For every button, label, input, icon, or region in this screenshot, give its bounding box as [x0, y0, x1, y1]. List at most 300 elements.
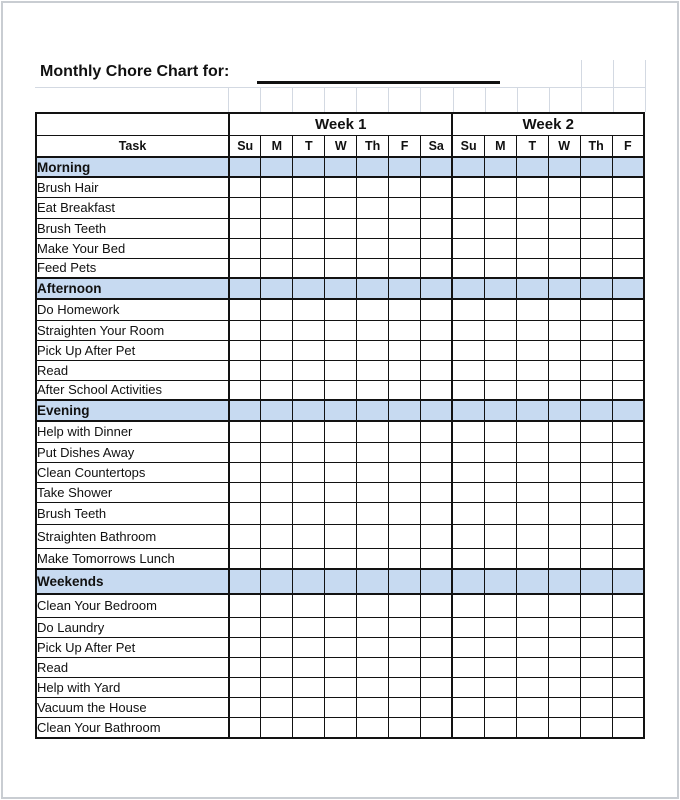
check-cell-w1-f[interactable] — [389, 697, 421, 717]
check-cell-w1-th[interactable] — [357, 548, 389, 569]
check-cell-w2-t[interactable] — [516, 340, 548, 360]
check-cell-w2-th[interactable] — [580, 524, 612, 548]
check-cell-w2-th[interactable] — [580, 548, 612, 569]
check-cell-w1-f[interactable] — [389, 524, 421, 548]
check-cell-w2-w[interactable] — [548, 697, 580, 717]
check-cell-w2-su[interactable] — [452, 462, 484, 482]
check-cell-w2-m[interactable] — [484, 442, 516, 462]
check-cell-w2-f[interactable] — [612, 524, 644, 548]
check-cell-w2-f[interactable] — [612, 320, 644, 340]
check-cell-w2-m[interactable] — [484, 320, 516, 340]
check-cell-w2-t[interactable] — [516, 548, 548, 569]
check-cell-w2-m[interactable] — [484, 677, 516, 697]
check-cell-w2-w[interactable] — [548, 360, 580, 380]
check-cell-w1-t[interactable] — [293, 218, 325, 238]
check-cell-w1-f[interactable] — [389, 677, 421, 697]
check-cell-w2-th[interactable] — [580, 657, 612, 677]
check-cell-w2-m[interactable] — [484, 340, 516, 360]
check-cell-w2-t[interactable] — [516, 524, 548, 548]
check-cell-w2-su[interactable] — [452, 594, 484, 617]
check-cell-w1-m[interactable] — [261, 677, 293, 697]
check-cell-w1-t[interactable] — [293, 524, 325, 548]
check-cell-w2-th[interactable] — [580, 637, 612, 657]
check-cell-w1-f[interactable] — [389, 442, 421, 462]
check-cell-w1-f[interactable] — [389, 594, 421, 617]
check-cell-w1-th[interactable] — [357, 442, 389, 462]
check-cell-w1-th[interactable] — [357, 197, 389, 218]
check-cell-w2-f[interactable] — [612, 637, 644, 657]
check-cell-w1-w[interactable] — [325, 462, 357, 482]
check-cell-w1-t[interactable] — [293, 177, 325, 197]
check-cell-w2-su[interactable] — [452, 340, 484, 360]
check-cell-w2-m[interactable] — [484, 421, 516, 442]
check-cell-w1-w[interactable] — [325, 677, 357, 697]
check-cell-w2-m[interactable] — [484, 524, 516, 548]
check-cell-w1-t[interactable] — [293, 677, 325, 697]
check-cell-w1-th[interactable] — [357, 380, 389, 400]
check-cell-w1-su[interactable] — [229, 442, 261, 462]
check-cell-w1-th[interactable] — [357, 697, 389, 717]
check-cell-w2-t[interactable] — [516, 218, 548, 238]
check-cell-w2-m[interactable] — [484, 218, 516, 238]
check-cell-w2-m[interactable] — [484, 177, 516, 197]
check-cell-w2-m[interactable] — [484, 594, 516, 617]
check-cell-w2-f[interactable] — [612, 502, 644, 524]
check-cell-w2-t[interactable] — [516, 320, 548, 340]
check-cell-w1-m[interactable] — [261, 657, 293, 677]
check-cell-w2-w[interactable] — [548, 258, 580, 278]
check-cell-w1-su[interactable] — [229, 380, 261, 400]
check-cell-w1-m[interactable] — [261, 617, 293, 637]
check-cell-w1-sa[interactable] — [421, 617, 453, 637]
check-cell-w2-t[interactable] — [516, 462, 548, 482]
check-cell-w1-t[interactable] — [293, 637, 325, 657]
check-cell-w1-t[interactable] — [293, 340, 325, 360]
check-cell-w1-su[interactable] — [229, 524, 261, 548]
check-cell-w1-su[interactable] — [229, 594, 261, 617]
check-cell-w2-t[interactable] — [516, 238, 548, 258]
check-cell-w2-w[interactable] — [548, 197, 580, 218]
check-cell-w1-m[interactable] — [261, 524, 293, 548]
check-cell-w1-m[interactable] — [261, 320, 293, 340]
check-cell-w2-f[interactable] — [612, 340, 644, 360]
check-cell-w2-t[interactable] — [516, 197, 548, 218]
check-cell-w1-th[interactable] — [357, 617, 389, 637]
check-cell-w2-t[interactable] — [516, 360, 548, 380]
check-cell-w1-w[interactable] — [325, 617, 357, 637]
check-cell-w2-m[interactable] — [484, 637, 516, 657]
check-cell-w1-m[interactable] — [261, 177, 293, 197]
check-cell-w2-w[interactable] — [548, 340, 580, 360]
check-cell-w2-w[interactable] — [548, 218, 580, 238]
check-cell-w1-f[interactable] — [389, 380, 421, 400]
check-cell-w2-su[interactable] — [452, 380, 484, 400]
check-cell-w2-m[interactable] — [484, 380, 516, 400]
check-cell-w2-su[interactable] — [452, 657, 484, 677]
check-cell-w1-t[interactable] — [293, 421, 325, 442]
check-cell-w2-su[interactable] — [452, 299, 484, 320]
check-cell-w2-m[interactable] — [484, 258, 516, 278]
check-cell-w2-w[interactable] — [548, 502, 580, 524]
check-cell-w1-m[interactable] — [261, 218, 293, 238]
check-cell-w1-sa[interactable] — [421, 380, 453, 400]
check-cell-w2-f[interactable] — [612, 548, 644, 569]
check-cell-w1-sa[interactable] — [421, 320, 453, 340]
check-cell-w1-f[interactable] — [389, 462, 421, 482]
check-cell-w2-w[interactable] — [548, 462, 580, 482]
check-cell-w2-t[interactable] — [516, 177, 548, 197]
check-cell-w2-th[interactable] — [580, 617, 612, 637]
check-cell-w1-th[interactable] — [357, 177, 389, 197]
check-cell-w1-t[interactable] — [293, 197, 325, 218]
check-cell-w2-t[interactable] — [516, 617, 548, 637]
check-cell-w1-f[interactable] — [389, 617, 421, 637]
check-cell-w1-sa[interactable] — [421, 482, 453, 502]
check-cell-w2-th[interactable] — [580, 320, 612, 340]
check-cell-w1-su[interactable] — [229, 502, 261, 524]
check-cell-w1-th[interactable] — [357, 482, 389, 502]
check-cell-w1-su[interactable] — [229, 360, 261, 380]
check-cell-w1-th[interactable] — [357, 462, 389, 482]
check-cell-w1-su[interactable] — [229, 238, 261, 258]
check-cell-w1-t[interactable] — [293, 299, 325, 320]
check-cell-w2-su[interactable] — [452, 677, 484, 697]
check-cell-w1-t[interactable] — [293, 657, 325, 677]
check-cell-w2-f[interactable] — [612, 299, 644, 320]
check-cell-w2-t[interactable] — [516, 697, 548, 717]
check-cell-w2-su[interactable] — [452, 320, 484, 340]
check-cell-w1-t[interactable] — [293, 617, 325, 637]
check-cell-w1-w[interactable] — [325, 238, 357, 258]
check-cell-w1-su[interactable] — [229, 218, 261, 238]
check-cell-w2-th[interactable] — [580, 442, 612, 462]
check-cell-w1-f[interactable] — [389, 421, 421, 442]
check-cell-w1-w[interactable] — [325, 320, 357, 340]
check-cell-w2-th[interactable] — [580, 717, 612, 738]
check-cell-w1-w[interactable] — [325, 340, 357, 360]
check-cell-w1-f[interactable] — [389, 299, 421, 320]
check-cell-w1-sa[interactable] — [421, 258, 453, 278]
check-cell-w2-th[interactable] — [580, 258, 612, 278]
check-cell-w2-m[interactable] — [484, 360, 516, 380]
check-cell-w2-f[interactable] — [612, 594, 644, 617]
check-cell-w1-w[interactable] — [325, 482, 357, 502]
check-cell-w2-w[interactable] — [548, 421, 580, 442]
check-cell-w1-m[interactable] — [261, 697, 293, 717]
check-cell-w2-f[interactable] — [612, 462, 644, 482]
check-cell-w2-m[interactable] — [484, 617, 516, 637]
check-cell-w2-w[interactable] — [548, 677, 580, 697]
check-cell-w1-f[interactable] — [389, 657, 421, 677]
check-cell-w1-th[interactable] — [357, 657, 389, 677]
check-cell-w1-f[interactable] — [389, 320, 421, 340]
check-cell-w2-th[interactable] — [580, 594, 612, 617]
check-cell-w1-sa[interactable] — [421, 218, 453, 238]
check-cell-w2-th[interactable] — [580, 677, 612, 697]
check-cell-w1-t[interactable] — [293, 360, 325, 380]
check-cell-w2-su[interactable] — [452, 238, 484, 258]
check-cell-w2-su[interactable] — [452, 177, 484, 197]
name-blank-line[interactable] — [257, 81, 500, 84]
check-cell-w2-f[interactable] — [612, 657, 644, 677]
check-cell-w2-t[interactable] — [516, 717, 548, 738]
check-cell-w2-f[interactable] — [612, 617, 644, 637]
check-cell-w2-w[interactable] — [548, 617, 580, 637]
check-cell-w1-f[interactable] — [389, 548, 421, 569]
check-cell-w1-sa[interactable] — [421, 548, 453, 569]
check-cell-w1-su[interactable] — [229, 697, 261, 717]
check-cell-w1-su[interactable] — [229, 320, 261, 340]
check-cell-w1-su[interactable] — [229, 617, 261, 637]
check-cell-w2-su[interactable] — [452, 421, 484, 442]
check-cell-w1-sa[interactable] — [421, 462, 453, 482]
check-cell-w2-w[interactable] — [548, 320, 580, 340]
check-cell-w2-m[interactable] — [484, 482, 516, 502]
check-cell-w1-w[interactable] — [325, 218, 357, 238]
check-cell-w1-f[interactable] — [389, 717, 421, 738]
check-cell-w1-w[interactable] — [325, 197, 357, 218]
check-cell-w2-m[interactable] — [484, 238, 516, 258]
check-cell-w2-w[interactable] — [548, 548, 580, 569]
check-cell-w1-w[interactable] — [325, 594, 357, 617]
check-cell-w1-w[interactable] — [325, 657, 357, 677]
check-cell-w1-t[interactable] — [293, 462, 325, 482]
check-cell-w1-th[interactable] — [357, 637, 389, 657]
check-cell-w2-t[interactable] — [516, 258, 548, 278]
check-cell-w2-th[interactable] — [580, 482, 612, 502]
check-cell-w1-sa[interactable] — [421, 677, 453, 697]
check-cell-w1-t[interactable] — [293, 238, 325, 258]
check-cell-w1-m[interactable] — [261, 238, 293, 258]
check-cell-w1-t[interactable] — [293, 320, 325, 340]
check-cell-w1-f[interactable] — [389, 238, 421, 258]
check-cell-w1-th[interactable] — [357, 360, 389, 380]
check-cell-w1-m[interactable] — [261, 502, 293, 524]
check-cell-w1-m[interactable] — [261, 380, 293, 400]
check-cell-w2-th[interactable] — [580, 462, 612, 482]
check-cell-w1-w[interactable] — [325, 502, 357, 524]
check-cell-w2-f[interactable] — [612, 717, 644, 738]
check-cell-w2-t[interactable] — [516, 442, 548, 462]
check-cell-w1-w[interactable] — [325, 442, 357, 462]
check-cell-w1-sa[interactable] — [421, 442, 453, 462]
check-cell-w2-m[interactable] — [484, 197, 516, 218]
check-cell-w2-su[interactable] — [452, 482, 484, 502]
check-cell-w2-f[interactable] — [612, 677, 644, 697]
check-cell-w2-th[interactable] — [580, 197, 612, 218]
check-cell-w1-su[interactable] — [229, 677, 261, 697]
check-cell-w1-su[interactable] — [229, 462, 261, 482]
check-cell-w1-t[interactable] — [293, 717, 325, 738]
check-cell-w2-w[interactable] — [548, 657, 580, 677]
check-cell-w2-t[interactable] — [516, 421, 548, 442]
check-cell-w1-sa[interactable] — [421, 177, 453, 197]
check-cell-w2-th[interactable] — [580, 238, 612, 258]
check-cell-w2-su[interactable] — [452, 502, 484, 524]
check-cell-w1-f[interactable] — [389, 177, 421, 197]
check-cell-w1-sa[interactable] — [421, 717, 453, 738]
check-cell-w1-th[interactable] — [357, 717, 389, 738]
check-cell-w1-m[interactable] — [261, 637, 293, 657]
check-cell-w1-su[interactable] — [229, 421, 261, 442]
check-cell-w1-t[interactable] — [293, 380, 325, 400]
check-cell-w1-w[interactable] — [325, 299, 357, 320]
check-cell-w1-su[interactable] — [229, 197, 261, 218]
check-cell-w1-m[interactable] — [261, 421, 293, 442]
check-cell-w1-f[interactable] — [389, 637, 421, 657]
check-cell-w1-t[interactable] — [293, 548, 325, 569]
check-cell-w1-sa[interactable] — [421, 657, 453, 677]
check-cell-w1-th[interactable] — [357, 421, 389, 442]
check-cell-w1-m[interactable] — [261, 197, 293, 218]
check-cell-w1-th[interactable] — [357, 299, 389, 320]
check-cell-w1-su[interactable] — [229, 548, 261, 569]
check-cell-w2-w[interactable] — [548, 594, 580, 617]
check-cell-w2-f[interactable] — [612, 177, 644, 197]
check-cell-w2-m[interactable] — [484, 657, 516, 677]
check-cell-w2-su[interactable] — [452, 218, 484, 238]
check-cell-w2-f[interactable] — [612, 258, 644, 278]
check-cell-w1-su[interactable] — [229, 177, 261, 197]
check-cell-w2-t[interactable] — [516, 594, 548, 617]
check-cell-w1-su[interactable] — [229, 637, 261, 657]
check-cell-w1-sa[interactable] — [421, 238, 453, 258]
check-cell-w2-su[interactable] — [452, 637, 484, 657]
check-cell-w1-w[interactable] — [325, 380, 357, 400]
check-cell-w2-m[interactable] — [484, 299, 516, 320]
check-cell-w1-m[interactable] — [261, 360, 293, 380]
check-cell-w2-su[interactable] — [452, 524, 484, 548]
check-cell-w2-t[interactable] — [516, 380, 548, 400]
check-cell-w1-th[interactable] — [357, 524, 389, 548]
check-cell-w1-sa[interactable] — [421, 594, 453, 617]
check-cell-w1-th[interactable] — [357, 320, 389, 340]
check-cell-w2-f[interactable] — [612, 442, 644, 462]
check-cell-w1-w[interactable] — [325, 548, 357, 569]
check-cell-w1-w[interactable] — [325, 177, 357, 197]
check-cell-w1-f[interactable] — [389, 502, 421, 524]
check-cell-w2-w[interactable] — [548, 442, 580, 462]
check-cell-w1-m[interactable] — [261, 258, 293, 278]
check-cell-w1-t[interactable] — [293, 482, 325, 502]
check-cell-w1-f[interactable] — [389, 482, 421, 502]
check-cell-w1-t[interactable] — [293, 594, 325, 617]
check-cell-w2-su[interactable] — [452, 697, 484, 717]
check-cell-w1-m[interactable] — [261, 340, 293, 360]
check-cell-w2-th[interactable] — [580, 340, 612, 360]
check-cell-w2-t[interactable] — [516, 502, 548, 524]
check-cell-w1-w[interactable] — [325, 637, 357, 657]
check-cell-w1-su[interactable] — [229, 258, 261, 278]
check-cell-w2-su[interactable] — [452, 442, 484, 462]
check-cell-w1-sa[interactable] — [421, 524, 453, 548]
check-cell-w1-th[interactable] — [357, 502, 389, 524]
check-cell-w2-w[interactable] — [548, 524, 580, 548]
check-cell-w1-sa[interactable] — [421, 197, 453, 218]
check-cell-w1-f[interactable] — [389, 340, 421, 360]
check-cell-w2-f[interactable] — [612, 421, 644, 442]
check-cell-w2-m[interactable] — [484, 502, 516, 524]
check-cell-w2-m[interactable] — [484, 697, 516, 717]
check-cell-w2-m[interactable] — [484, 462, 516, 482]
check-cell-w2-su[interactable] — [452, 197, 484, 218]
check-cell-w1-w[interactable] — [325, 717, 357, 738]
check-cell-w1-sa[interactable] — [421, 340, 453, 360]
check-cell-w2-th[interactable] — [580, 360, 612, 380]
check-cell-w1-w[interactable] — [325, 360, 357, 380]
check-cell-w2-w[interactable] — [548, 637, 580, 657]
check-cell-w2-su[interactable] — [452, 548, 484, 569]
check-cell-w2-th[interactable] — [580, 697, 612, 717]
check-cell-w1-sa[interactable] — [421, 299, 453, 320]
check-cell-w2-f[interactable] — [612, 197, 644, 218]
check-cell-w2-w[interactable] — [548, 238, 580, 258]
check-cell-w1-w[interactable] — [325, 524, 357, 548]
check-cell-w1-sa[interactable] — [421, 637, 453, 657]
check-cell-w2-t[interactable] — [516, 677, 548, 697]
check-cell-w1-f[interactable] — [389, 360, 421, 380]
check-cell-w1-sa[interactable] — [421, 360, 453, 380]
check-cell-w2-t[interactable] — [516, 482, 548, 502]
check-cell-w1-m[interactable] — [261, 299, 293, 320]
check-cell-w1-t[interactable] — [293, 502, 325, 524]
check-cell-w1-m[interactable] — [261, 548, 293, 569]
check-cell-w1-m[interactable] — [261, 717, 293, 738]
check-cell-w1-f[interactable] — [389, 258, 421, 278]
check-cell-w1-t[interactable] — [293, 442, 325, 462]
check-cell-w2-w[interactable] — [548, 482, 580, 502]
check-cell-w2-f[interactable] — [612, 380, 644, 400]
check-cell-w2-f[interactable] — [612, 218, 644, 238]
check-cell-w2-t[interactable] — [516, 657, 548, 677]
check-cell-w1-th[interactable] — [357, 238, 389, 258]
check-cell-w2-su[interactable] — [452, 717, 484, 738]
check-cell-w2-th[interactable] — [580, 502, 612, 524]
check-cell-w2-th[interactable] — [580, 177, 612, 197]
check-cell-w1-su[interactable] — [229, 340, 261, 360]
check-cell-w2-w[interactable] — [548, 717, 580, 738]
check-cell-w1-m[interactable] — [261, 442, 293, 462]
check-cell-w2-f[interactable] — [612, 238, 644, 258]
check-cell-w1-su[interactable] — [229, 299, 261, 320]
check-cell-w2-w[interactable] — [548, 380, 580, 400]
check-cell-w1-su[interactable] — [229, 717, 261, 738]
check-cell-w1-f[interactable] — [389, 197, 421, 218]
check-cell-w1-f[interactable] — [389, 218, 421, 238]
check-cell-w2-t[interactable] — [516, 637, 548, 657]
check-cell-w1-m[interactable] — [261, 462, 293, 482]
check-cell-w2-t[interactable] — [516, 299, 548, 320]
check-cell-w2-w[interactable] — [548, 299, 580, 320]
check-cell-w2-w[interactable] — [548, 177, 580, 197]
check-cell-w1-m[interactable] — [261, 594, 293, 617]
check-cell-w1-w[interactable] — [325, 697, 357, 717]
check-cell-w2-th[interactable] — [580, 299, 612, 320]
check-cell-w2-su[interactable] — [452, 617, 484, 637]
check-cell-w1-m[interactable] — [261, 482, 293, 502]
check-cell-w1-sa[interactable] — [421, 697, 453, 717]
check-cell-w2-th[interactable] — [580, 218, 612, 238]
check-cell-w1-su[interactable] — [229, 482, 261, 502]
check-cell-w1-su[interactable] — [229, 657, 261, 677]
check-cell-w1-t[interactable] — [293, 697, 325, 717]
check-cell-w2-th[interactable] — [580, 421, 612, 442]
check-cell-w2-f[interactable] — [612, 697, 644, 717]
check-cell-w1-sa[interactable] — [421, 502, 453, 524]
check-cell-w1-th[interactable] — [357, 218, 389, 238]
check-cell-w2-su[interactable] — [452, 258, 484, 278]
check-cell-w1-w[interactable] — [325, 258, 357, 278]
